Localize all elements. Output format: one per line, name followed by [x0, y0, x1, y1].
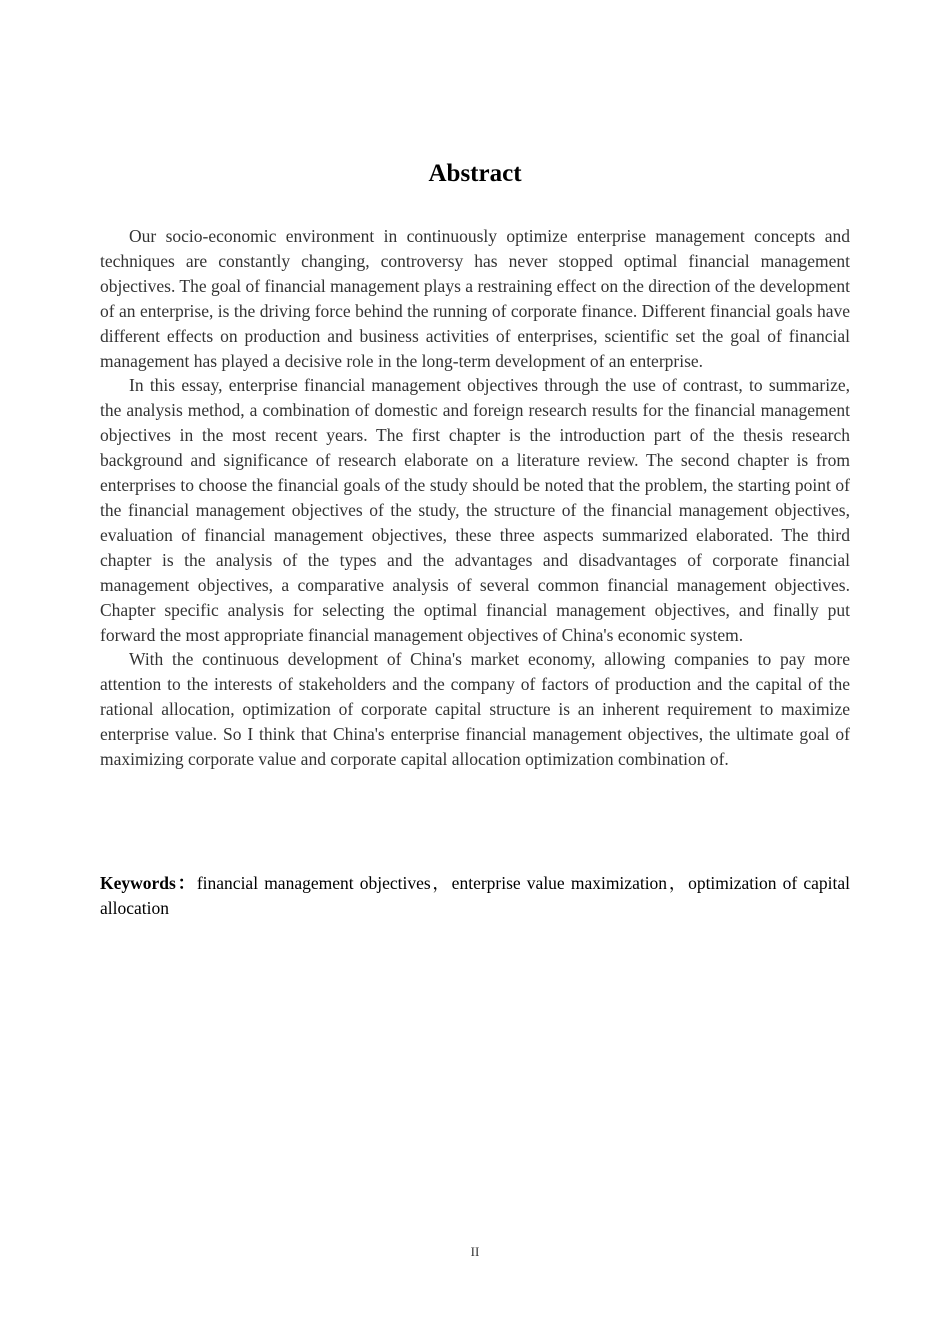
abstract-paragraph-2: In this essay, enterprise financial management objectives through the use of contrast, to summarize, the analysis method, a combination of domestic and foreign research results for the financial management objectives in the most recent years. The first chapter is the introduction part of the thesis research background and significance of research elaborate on a literature review. The second chapter is from enterprises to choose the financial goals of the study should be noted that the problem, the starting point of the financial management objectives of the study, the structure of the financial management objectives, evaluation of financial management objectives, these three aspects summarized elaborated. The third chapter is the analysis of the types and the advantages and disadvantages of corporate financial management objectives, a comparative analysis of several common financial management objectives. Chapter specific analysis for selecting the optimal financial management objectives, and finally put forward the most appropriate financial management objectives of China's economic system.: [100, 375, 850, 645]
page-number: II: [470, 1244, 480, 1259]
abstract-title: Abstract: [428, 160, 522, 187]
keywords-label: Keywords：: [100, 873, 197, 893]
keywords-text: financial management objectives，enterprise value maximization，optimization of capital allocation: [100, 873, 851, 918]
abstract-body: [100, 224, 850, 772]
keywords-line: [100, 871, 850, 921]
abstract-paragraph-1: Our socio-economic environment in continuously optimize enterprise management concepts and techniques are constantly changing, controversy has never stopped optimal financial management objectives. The goal of financial management plays a restraining effect on the direction of the development of an enterprise, is the driving force behind the running of corporate finance. Different financial goals have different effects on production and business activities of enterprises, scientific set the goal of financial management has played a decisive role in the long-term development of an enterprise.: [100, 226, 850, 371]
abstract-paragraph-3: With the continuous development of China's market economy, allowing companies to pay more attention to the interests of stakeholders and the company of factors of production and the capital of the rational allocation, optimization of corporate capital structure is an inherent requirement to maximize enterprise value. So I think that China's enterprise financial management objectives, the ultimate goal of maximizing corporate value and corporate capital allocation optimization combination of.: [100, 649, 850, 770]
